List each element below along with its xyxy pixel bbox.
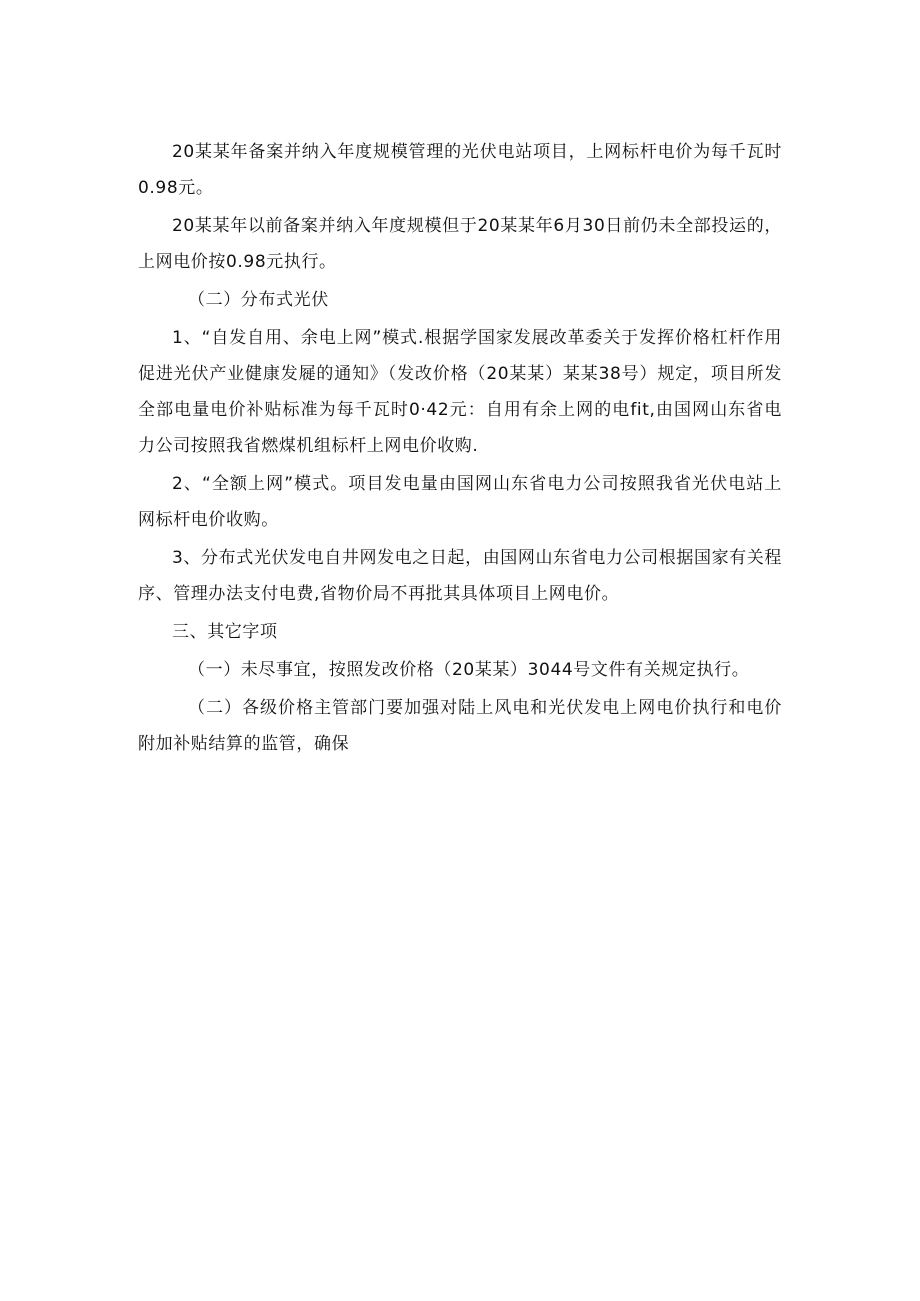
paragraph-other-1: （一）未尽事宜，按照发改价格（20某某）3044号文件有关规定执行。 <box>188 660 750 680</box>
paragraph-2: 20某某年以前备案并纳入年度规模但于20某某年6月30日前仍未全部投运的，上网电价按0.98元执行。 <box>138 216 782 272</box>
paragraph-item-1: 1、“自发自用、余电上网”模式.根据学国家发展改革委关于发挥价格杠杆作用促进光伏产业健康发屣的通知》（发改价格（20某某）某某38号）规定，项目所发全部电量电价补贴标准为每千瓦时0·42元：自用有余上网的电fit,由国网山东省电力公司按照我省燃煤机组标杆上网电价收购. <box>138 328 782 456</box>
paragraph-item-2: 2、“全额上网”模式。项目发电量由国网山东省电力公司按照我省光伏电站上网标杆电价收购。 <box>138 474 782 530</box>
paragraph-1: 20某某年备案并纳入年度规模管理的光伏电站项目，上网标杆电价为每千瓦时0.98元。 <box>138 142 782 198</box>
paragraph-other-2: （二）各级价格主管部门要加强对陆上风电和光伏发电上网电价执行和电价附加补贴结算的监管，确保 <box>138 698 782 754</box>
section-heading-other-matters: 三、其它字项 <box>172 622 278 642</box>
document-body <box>138 134 782 764</box>
paragraph-item-3: 3、分布式光伏发电自井网发电之日起，由国网山东省电力公司根据国家有关程序、管理办法支付电费,省物价局不再批其具体项目上网电价。 <box>138 548 782 604</box>
section-heading-distributed-pv: （二）分布式光伏 <box>188 290 329 310</box>
